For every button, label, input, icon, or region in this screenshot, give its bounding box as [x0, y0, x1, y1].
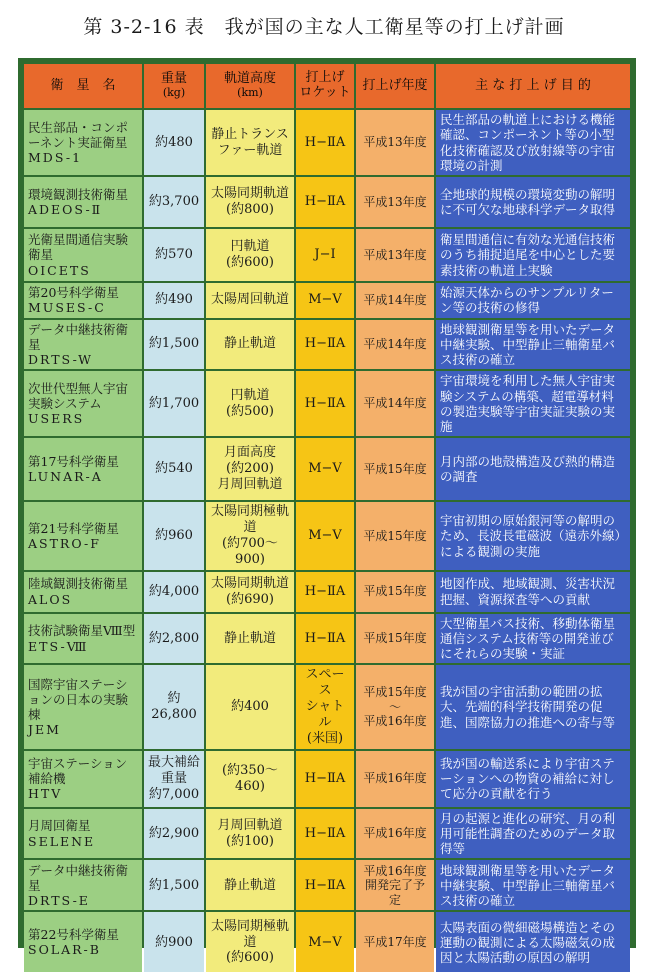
cell-purpose: 太陽表面の微細磁場構造とその運動の観測による太陽磁気の成因と太陽活動の原因の解明 [436, 912, 630, 972]
table-row [24, 665, 630, 748]
table-body [24, 110, 630, 972]
satellite-name-cell [24, 502, 142, 569]
cell-purpose: 衛星間通信に有効な光通信技術のうち捕捉追尾を中心とした要素技術の軌道上実験 [436, 229, 630, 281]
cell-orbit: 太陽同期軌道 (約690) [206, 572, 294, 612]
satellite-name-cell [24, 110, 142, 175]
cell-mass: 最大補給 重量 約7,000 [144, 751, 204, 807]
satellite-name: 月周回衛星 [28, 818, 91, 834]
satellite-name: データ中継技術衛星 [28, 862, 129, 893]
satellite-code: MUSES-C [28, 300, 106, 316]
table-row [24, 110, 630, 175]
cell-mass: 約3,700 [144, 177, 204, 227]
cell-purpose: 宇宙環境を利用した無人宇宙実験システムの構築、超電導材料の製造実験等宇宙実証実験の実施 [436, 371, 630, 436]
cell-year: 平成15年度 [356, 502, 434, 569]
satellite-code: MDS-1 [28, 150, 83, 166]
cell-orbit: 約400 [206, 665, 294, 748]
satellite-name-cell [24, 860, 142, 910]
satellite-code: LUNAR-A [28, 469, 103, 485]
cell-rocket: H−ⅡA [296, 320, 354, 370]
satellite-name-cell [24, 177, 142, 227]
cell-rocket: M−Ⅴ [296, 912, 354, 972]
cell-rocket: H−ⅡA [296, 614, 354, 664]
cell-orbit: 月周回軌道 (約100) [206, 809, 294, 859]
cell-year: 平成15年度 [356, 438, 434, 500]
cell-year: 平成14年度 [356, 320, 434, 370]
satellite-name-cell [24, 229, 142, 281]
cell-year: 平成16年度 開発完了予定 [356, 860, 434, 910]
cell-year: 平成15年度 [356, 614, 434, 664]
header-orbit-label: 軌道高度 [223, 71, 276, 87]
table-row [24, 283, 630, 318]
cell-rocket: H−ⅡA [296, 572, 354, 612]
satellite-name: 光衛星間通信実験衛星 [28, 232, 129, 263]
satellite-code: USERS [28, 411, 85, 427]
satellite-name-cell [24, 572, 142, 612]
satellite-name: データ中継技術衛星 [28, 321, 129, 352]
table-row [24, 371, 630, 436]
cell-purpose: 地図作成、地域観測、災害状況把握、資源探査等への貢献 [436, 572, 630, 612]
cell-purpose: 大型衛星バス技術、移動体衛星通信システム技術等の開発並びにそれらの実験・実証 [436, 614, 630, 664]
table-row [24, 320, 630, 370]
cell-mass: 約900 [144, 912, 204, 972]
header-mass [144, 64, 204, 108]
cell-mass: 約2,900 [144, 809, 204, 859]
cell-rocket: M−Ⅴ [296, 283, 354, 318]
cell-mass: 約2,800 [144, 614, 204, 664]
satellite-name: 第17号科学衛星 [28, 454, 119, 469]
table-row [24, 229, 630, 281]
cell-year: 平成13年度 [356, 177, 434, 227]
cell-year: 平成15年度 [356, 572, 434, 612]
satellite-name: 環境観測技術衛星 [28, 186, 129, 202]
cell-year: 平成13年度 [356, 110, 434, 175]
satellite-name: 宇宙ステーション補給機 [28, 755, 128, 787]
satellite-code: HTV [28, 786, 63, 802]
cell-purpose: 月の起源と進化の研究、月の利用可能性調査のためのデータ取得等 [436, 809, 630, 859]
table-row [24, 751, 630, 807]
header-purpose: 主 な 打 上 げ 目 的 [436, 64, 630, 108]
header-mass-unit: (kg) [162, 86, 186, 100]
cell-year: 平成13年度 [356, 229, 434, 281]
satellite-name: 国際宇宙ステーションの日本の実験棟 [28, 676, 129, 723]
satellite-name: 第21号科学衛星 [28, 520, 119, 536]
cell-orbit: 静止軌道 [206, 860, 294, 910]
cell-orbit: 静止軌道 [206, 320, 294, 370]
cell-rocket: J−Ⅰ [296, 229, 354, 281]
header-rocket: 打上げ ロケット [296, 64, 354, 108]
cell-purpose: 全地球的規模の環境変動の解明に不可欠な地球科学データ取得 [436, 177, 630, 227]
cell-orbit: 太陽周回軌道 [206, 283, 294, 318]
cell-mass: 約1,700 [144, 371, 204, 436]
cell-year: 平成14年度 [356, 371, 434, 436]
table-row [24, 809, 630, 859]
cell-purpose: 我が国の宇宙活動の範囲の拡大、先端的科学技術開発の促進、国際協力の推進への寄与等 [436, 665, 630, 748]
satellite-name: 第22号科学衛星 [28, 927, 119, 943]
satellite-name: 技術試験衛星Ⅷ型 [28, 623, 136, 639]
satellite-name-cell [24, 283, 142, 318]
satellite-name: 第20号科学衛星 [28, 285, 119, 300]
cell-purpose: 我が国の輸送系により宇宙ステーションへの物資の補給に対して応分の貢献を行う [436, 751, 630, 807]
satellite-name-cell [24, 438, 142, 500]
cell-orbit: 太陽同期極軌 道 (約700〜900) [206, 502, 294, 569]
cell-purpose: 始源天体からのサンプルリターン等の技術の修得 [436, 283, 630, 318]
table [22, 62, 632, 974]
cell-purpose: 月内部の地殻構造及び熱的構造の調査 [436, 438, 630, 500]
cell-rocket: H−ⅡA [296, 860, 354, 910]
cell-orbit: 太陽同期軌道 (約800) [206, 177, 294, 227]
header-mass-label: 重量 [160, 71, 187, 87]
satellite-code: SELENE [28, 833, 96, 849]
cell-year: 平成14年度 [356, 283, 434, 318]
satellite-name-cell [24, 751, 142, 807]
satellite-code: ADEOS-Ⅱ [28, 202, 103, 217]
cell-rocket: M−Ⅴ [296, 502, 354, 569]
cell-purpose: 宇宙初期の原始銀河等の解明のため、長波長電磁波（遠赤外線）による観測の実施 [436, 502, 630, 569]
cell-orbit: 太陽同期極軌道 (約600) [206, 912, 294, 972]
satellite-code: DRTS-W [28, 352, 93, 367]
cell-mass: 約 26,800 [144, 665, 204, 748]
header-row [24, 64, 630, 108]
cell-mass: 約4,000 [144, 572, 204, 612]
satellite-name-cell [24, 912, 142, 972]
table-row [24, 572, 630, 612]
satellite-name: 民生部品・コンポーネント実証衛星 [28, 119, 129, 150]
header-orbit-unit: (km) [237, 86, 263, 100]
cell-mass: 約540 [144, 438, 204, 500]
cell-rocket: H−ⅡA [296, 110, 354, 175]
cell-orbit: 円軌道 (約600) [206, 229, 294, 281]
satellite-code: ETS-Ⅷ [28, 638, 89, 654]
cell-mass: 約480 [144, 110, 204, 175]
header-orbit [206, 64, 294, 108]
satellite-name-cell [24, 665, 142, 748]
cell-purpose: 地球観測衛星等を用いたデータ中継実験、中型静止三軸衛星バス技術の確立 [436, 860, 630, 910]
table-row [24, 177, 630, 227]
table-row [24, 502, 630, 569]
cell-rocket: H−ⅡA [296, 809, 354, 859]
table-row [24, 860, 630, 910]
satellite-name-cell [24, 809, 142, 859]
cell-rocket: H−ⅡA [296, 371, 354, 436]
launch-plan-table [18, 58, 636, 966]
satellite-code: OICETS [28, 262, 91, 278]
cell-orbit: 円軌道 (約500) [206, 371, 294, 436]
cell-rocket: H−ⅡA [296, 751, 354, 807]
cell-year: 平成17年度 [356, 912, 434, 972]
table-row [24, 614, 630, 664]
cell-mass: 約1,500 [144, 320, 204, 370]
page-title: 第 3-2-16 表 我が国の主な人工衛星等の打上げ計画 [83, 16, 565, 38]
satellite-name: 次世代型無人宇宙実験システム [28, 380, 129, 412]
satellite-name-cell [24, 320, 142, 370]
cell-year: 平成16年度 [356, 809, 434, 859]
table-row [24, 438, 630, 500]
table-row [24, 912, 630, 972]
satellite-name-cell [24, 614, 142, 664]
satellite-code: DRTS-E [28, 893, 90, 909]
cell-rocket: M−Ⅴ [296, 438, 354, 500]
cell-purpose: 民生部品の軌道上における機能確認、コンポーネント等の小型化技術確認及び放射線等の宇宙環境の計測 [436, 110, 630, 175]
cell-rocket: H−ⅡA [296, 177, 354, 227]
cell-orbit: 月面高度 (約200) 月周回軌道 [206, 438, 294, 500]
cell-mass: 約1,500 [144, 860, 204, 910]
satellite-name: 陸域観測技術衛星 [28, 576, 129, 592]
cell-year: 平成16年度 [356, 751, 434, 807]
cell-orbit: 静止トランス ファー軌道 [206, 110, 294, 175]
cell-purpose: 地球観測衛星等を用いたデータ中継実験、中型静止三軸衛星バス技術の確立 [436, 320, 630, 370]
satellite-code: JEM [28, 722, 61, 738]
cell-mass: 約570 [144, 229, 204, 281]
satellite-code: SOLAR-B [28, 942, 101, 958]
cell-rocket: スペース シャトル (米国) [296, 665, 354, 748]
cell-mass: 約490 [144, 283, 204, 318]
satellite-code: ASTRO-F [28, 535, 101, 551]
cell-year: 平成15年度 〜 平成16年度 [356, 665, 434, 748]
satellite-name-cell [24, 371, 142, 436]
cell-mass: 約960 [144, 502, 204, 569]
cell-orbit: 静止軌道 [206, 614, 294, 664]
header-name: 衛 星 名 [24, 64, 142, 108]
satellite-code: ALOS [28, 591, 73, 607]
cell-orbit: (約350〜460) [206, 751, 294, 807]
header-year: 打上げ年度 [356, 64, 434, 108]
